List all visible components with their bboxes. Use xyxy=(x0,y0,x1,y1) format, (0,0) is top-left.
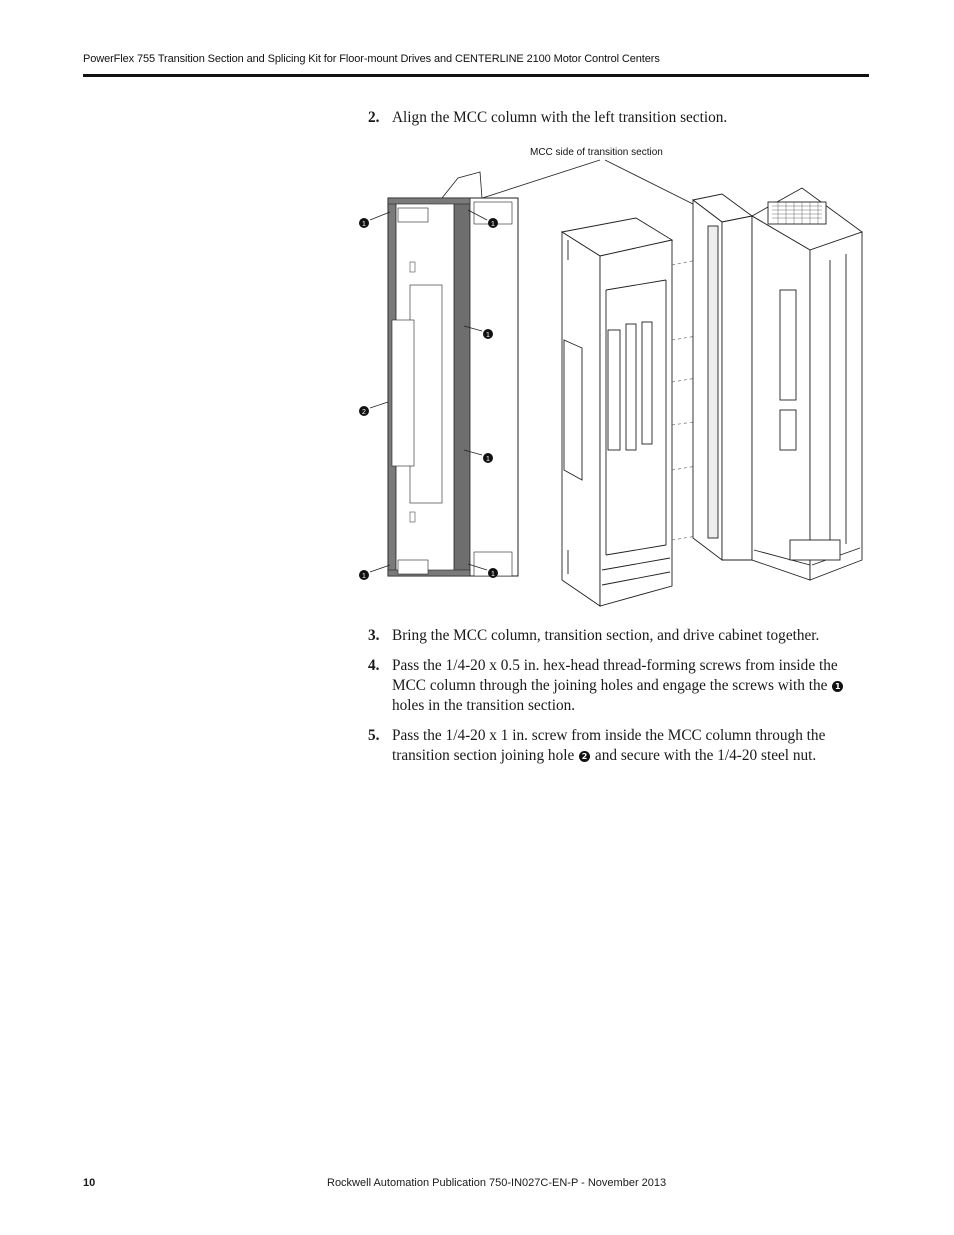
step-4 xyxy=(368,656,868,716)
mcc-column-isometric xyxy=(562,218,672,606)
step-text-before: Pass the 1/4-20 x 0.5 in. hex-head thread-forming screws from inside the MCC column through the joining holes and engage the screws with the xyxy=(392,657,838,694)
assembly-drawing xyxy=(350,140,870,615)
marker-1-top-left xyxy=(359,212,390,228)
svg-text:1: 1 xyxy=(362,573,366,580)
callout-leader-right xyxy=(605,160,695,205)
marker-2 xyxy=(359,402,388,416)
svg-text:1: 1 xyxy=(486,456,490,463)
step-number: 3. xyxy=(368,627,380,644)
svg-text:1: 1 xyxy=(486,332,490,339)
step-text-before: Pass the 1/4-20 x 1 in. screw from inside the MCC column through the transition section joining hole xyxy=(392,727,826,764)
publication-info: Rockwell Automation Publication 750-IN027C-EN-P - November 2013 xyxy=(327,1177,667,1189)
step-2 xyxy=(368,108,868,128)
step-3 xyxy=(368,626,868,646)
marker-1-inline: 1 xyxy=(832,681,843,692)
svg-text:1: 1 xyxy=(491,221,495,228)
step-text-after: holes in the transition section. xyxy=(392,697,576,714)
step-5 xyxy=(368,726,868,766)
marker-2-inline: 2 xyxy=(579,751,590,762)
step-text: Align the MCC column with the left transition section. xyxy=(392,109,728,126)
header-rule xyxy=(83,74,869,77)
assembly-figure xyxy=(350,140,870,615)
svg-text:2: 2 xyxy=(362,409,366,416)
step-text-after: and secure with the 1/4-20 steel nut. xyxy=(594,747,817,764)
step-number: 5. xyxy=(368,727,380,744)
transition-section-front-view xyxy=(388,172,518,576)
figure-callout-label: MCC side of transition section xyxy=(530,147,663,158)
page-number: 10 xyxy=(83,1177,96,1189)
step-text xyxy=(368,656,868,716)
step-number: 2. xyxy=(368,109,380,126)
running-header: PowerFlex 755 Transition Section and Splicing Kit for Floor-mount Drives and CENTERLINE 2100 Motor Control Centers xyxy=(83,53,660,65)
step-number: 4. xyxy=(368,657,380,674)
step-text: Bring the MCC column, transition section, and drive cabinet together. xyxy=(392,627,820,644)
marker-1-bottom-left xyxy=(359,565,390,580)
callout-leader-left xyxy=(470,160,600,202)
transition-and-drive-cabinet xyxy=(693,188,862,580)
svg-text:1: 1 xyxy=(362,221,366,228)
svg-text:1: 1 xyxy=(491,571,495,578)
step-text xyxy=(368,726,868,766)
